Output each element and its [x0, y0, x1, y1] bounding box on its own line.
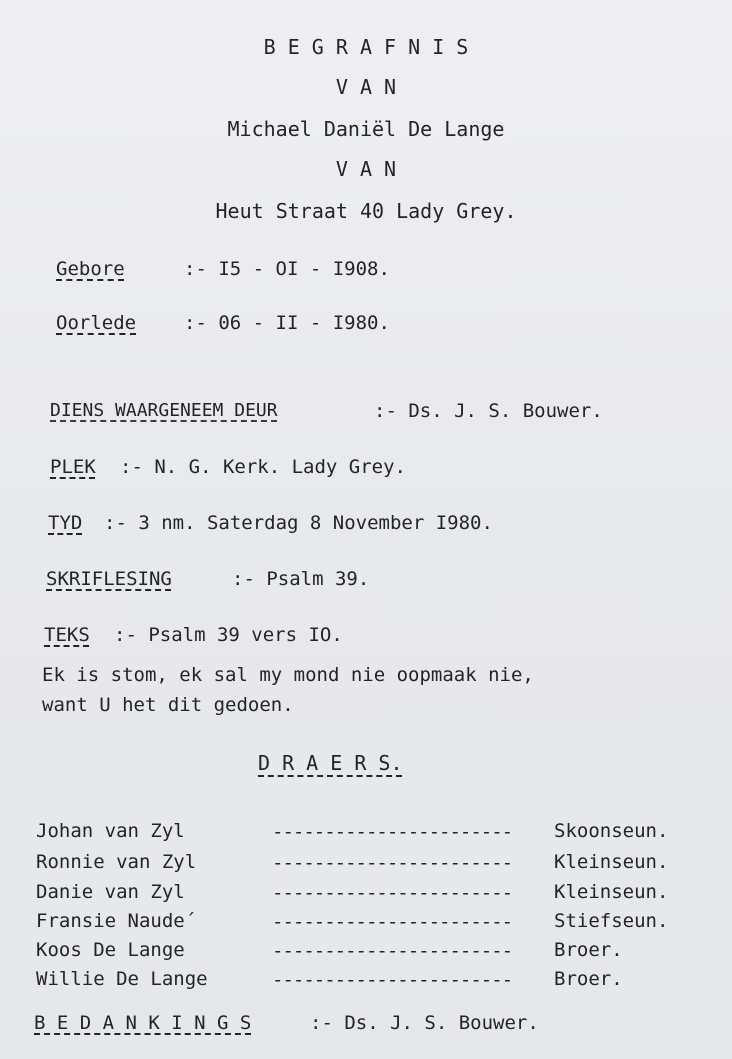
born-label-text: Gebore — [56, 258, 125, 280]
bearer-row — [36, 939, 696, 963]
van-heading-1: V A N — [335, 75, 397, 99]
bearer-relation: Broer. — [554, 939, 623, 961]
died-label — [56, 312, 136, 334]
bearer-leader: ----------------------- — [272, 852, 513, 874]
time-label — [48, 512, 82, 534]
bearer-leader: ----------------------- — [272, 821, 513, 843]
thanks-label-text: B E D A N K I N G S — [34, 1012, 252, 1034]
bearer-relation: Kleinseun. — [554, 881, 669, 903]
bearer-name: Koos De Lange — [36, 939, 185, 961]
verse-line-2: want U het dit gedoen. — [42, 694, 294, 716]
place-label-text: PLEK — [50, 456, 96, 478]
verse-line-1: Ek is stom, ek sal my mond nie oopmaak nie, — [42, 664, 534, 686]
reading-value: :- Psalm 39. — [232, 568, 370, 590]
died-value: :- 06 - II - I980. — [184, 312, 390, 334]
time-value: :- 3 nm. Saterdag 8 November I980. — [104, 512, 493, 534]
bearer-row — [36, 881, 696, 905]
bearer-name: Danie van Zyl — [36, 881, 185, 903]
reading-label — [46, 568, 172, 590]
bearer-row — [36, 968, 696, 992]
bearer-name: Fransie Naude´ — [36, 910, 197, 932]
bearer-name: Ronnie van Zyl — [36, 851, 197, 873]
bearers-title-text: D R A E R S. — [258, 751, 403, 775]
bearer-name: Johan van Zyl — [36, 820, 185, 842]
bearer-relation: Kleinseun. — [554, 851, 669, 873]
service-label — [50, 400, 278, 422]
bearer-leader: ----------------------- — [272, 940, 513, 962]
van-heading-2: V A N — [335, 157, 397, 181]
died-label-text: Oorlede — [56, 312, 137, 334]
bearer-name: Willie De Lange — [36, 968, 208, 990]
bearer-relation: Skoonseun. — [554, 820, 669, 842]
bearer-relation: Broer. — [554, 968, 623, 990]
born-label — [56, 258, 125, 280]
text-label-text: TEKS — [44, 624, 90, 646]
bearer-relation: Stiefseun. — [554, 910, 669, 932]
service-label-text: DIENS WAARGENEEM DEUR — [50, 400, 278, 421]
notice-title: B E G R A F N I S — [263, 35, 469, 59]
reading-label-text: SKRIFLESING — [46, 568, 172, 590]
service-value: :- Ds. J. S. Bouwer. — [374, 400, 603, 422]
bearer-row — [36, 820, 696, 844]
text-value: :- Psalm 39 vers IO. — [114, 624, 343, 646]
address-line: Heut Straat 40 Lady Grey. — [215, 199, 517, 223]
bearer-leader: ----------------------- — [272, 911, 513, 933]
text-label — [44, 624, 90, 646]
born-value: :- I5 - OI - I908. — [184, 258, 390, 280]
thanks-label — [34, 1012, 251, 1034]
time-label-text: TYD — [48, 512, 83, 534]
bearer-leader: ----------------------- — [272, 882, 513, 904]
bearers-title — [258, 752, 403, 774]
place-value: :- N. G. Kerk. Lady Grey. — [120, 456, 406, 478]
bearer-leader: ----------------------- — [272, 969, 513, 991]
place-label — [50, 456, 96, 478]
bearer-row — [36, 851, 696, 875]
bearer-row — [36, 910, 696, 934]
deceased-name: Michael Daniël De Lange — [227, 117, 505, 141]
thanks-value: :- Ds. J. S. Bouwer. — [310, 1012, 539, 1034]
